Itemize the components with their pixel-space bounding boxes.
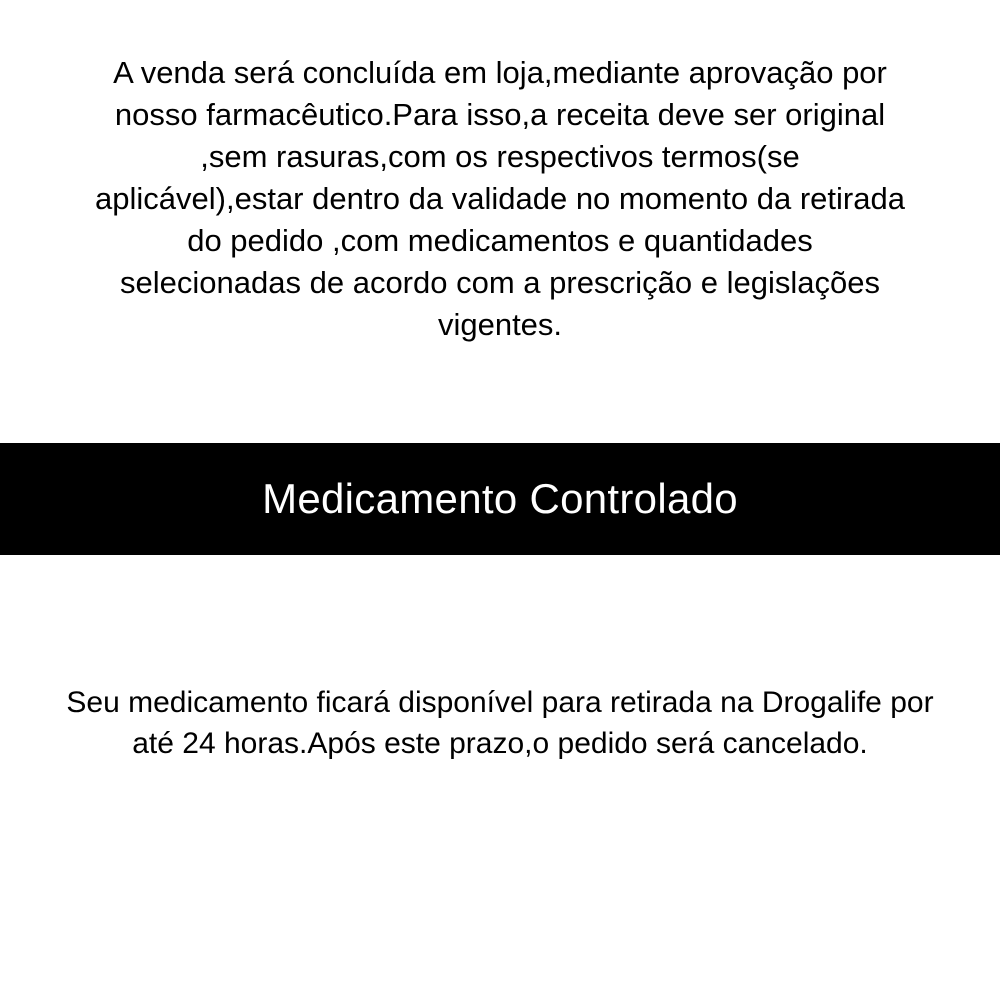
controlled-medication-banner: [0, 443, 1000, 555]
banner-title: Medicamento Controlado: [262, 475, 738, 522]
pickup-paragraph: Seu medicamento ficará disponível para retirada na Drogalife por até 24 horas.Após este prazo,o pedido será cancelado.: [66, 686, 934, 760]
pickup-section: [0, 682, 1000, 764]
intro-paragraph: A venda será concluída em loja,mediante aprovação por nosso farmacêutico.Para isso,a receita deve ser original ,sem rasuras,com os respectivos termos(se aplicável),estar dentro da validade no momento da retirada do pedido ,com medicamentos e quantidades selecionadas de acordo com a prescrição e legislações vigentes.: [95, 55, 905, 342]
intro-section: [0, 0, 1000, 346]
